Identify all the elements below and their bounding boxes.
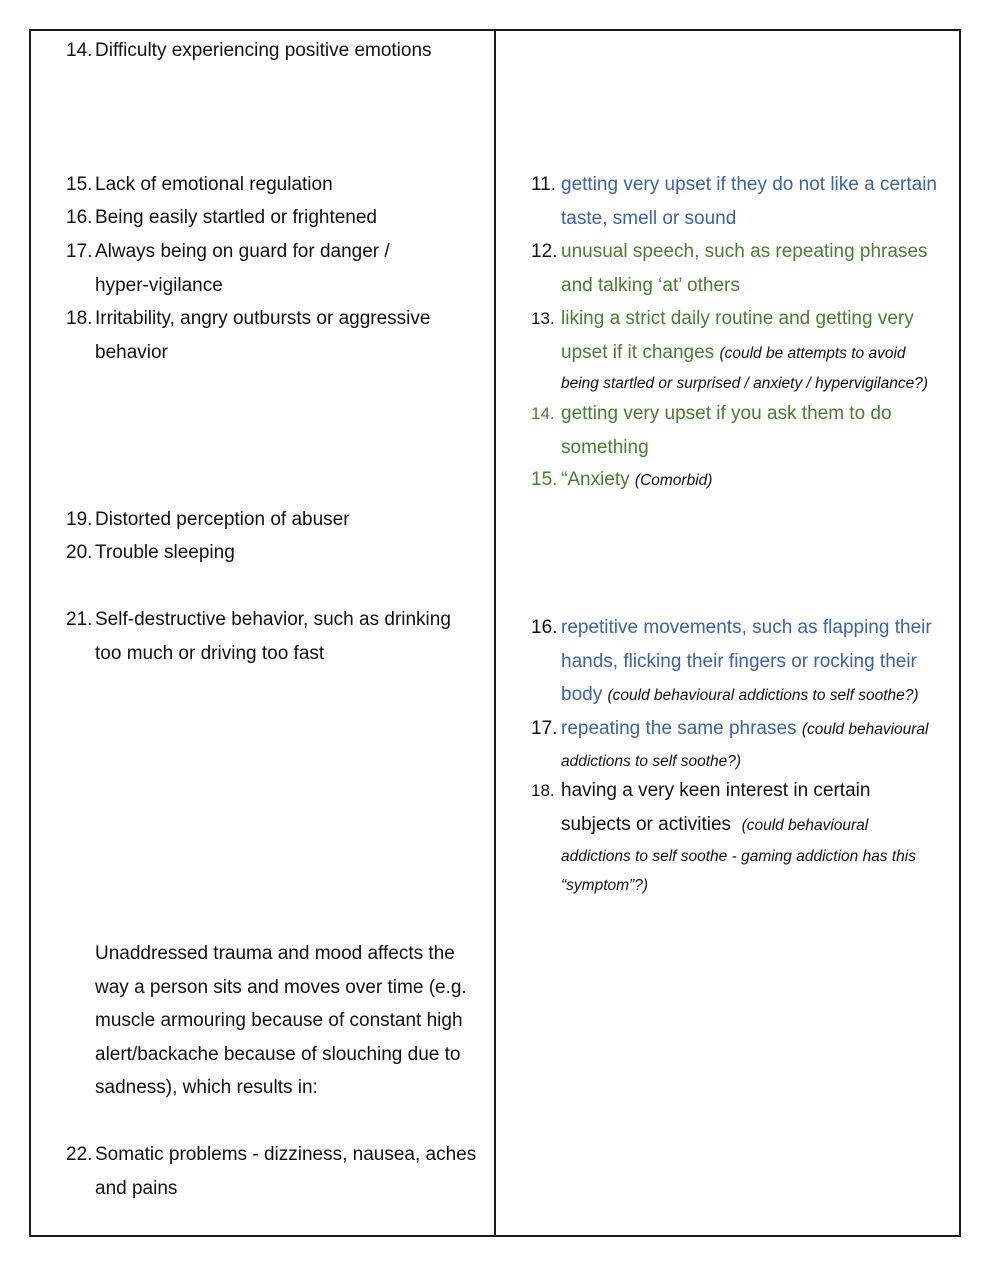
list-text-line: upset if it changes (561, 341, 715, 363)
list-number: 20. (66, 542, 93, 563)
list-number: 16. (531, 617, 558, 638)
list-number: 12. (531, 241, 558, 262)
list-text-line: repetitive movements, such as flapping their (561, 617, 932, 638)
list-text-line: hands, flicking their fingers or rocking their (561, 650, 917, 672)
list-text (95, 603, 495, 670)
paragraph-line: alert/backache because of slouching due to (95, 1043, 461, 1065)
italic-note: addictions to self soothe?) (561, 752, 742, 770)
list-text (561, 397, 961, 464)
list-number: 14. (531, 404, 555, 423)
list-text-line: subjects or activities (561, 813, 732, 835)
paragraph-line: sadness), which results in: (95, 1077, 318, 1098)
list-number: 17. (66, 241, 93, 262)
list-text (561, 235, 961, 302)
list-number: 17. (531, 718, 558, 739)
list-text (95, 1138, 495, 1205)
list-text-line: hyper-vigilance (95, 274, 223, 296)
italic-note: (could be attempts to avoid (719, 344, 906, 362)
paragraph-line: way a person sits and moves over time (e.g. (95, 976, 467, 998)
list-number: 22. (66, 1144, 93, 1165)
list-text-line: unusual speech, such as repeating phrases (561, 241, 928, 262)
italic-note: (could behavioural (741, 816, 869, 834)
list-text-line: and pains (95, 1177, 178, 1199)
list-text-line: too much or driving too fast (95, 642, 325, 664)
list-text-line: taste, smell or sound (561, 207, 737, 229)
list-number: 16. (66, 207, 93, 228)
list-number: 14. (66, 40, 93, 61)
list-text (561, 463, 961, 498)
list-text-line: liking a strict daily routine and getting very (561, 308, 914, 329)
list-text: Trouble sleeping (95, 542, 235, 563)
list-text (561, 611, 981, 713)
list-text (95, 235, 495, 302)
italic-note: (could behavioural (801, 721, 929, 738)
list-text: Being easily startled or frightened (95, 207, 377, 228)
list-number: 19. (66, 509, 93, 530)
list-text-line: Irritability, angry outbursts or aggressive (95, 308, 431, 329)
paragraph-line: muscle armouring because of constant high (95, 1010, 463, 1031)
list-text-line: and talking ‘at’ others (561, 274, 740, 296)
paragraph-line: Unaddressed trauma and mood affects the (95, 943, 455, 964)
list-number: 13. (531, 309, 555, 328)
list-text: Lack of emotional regulation (95, 174, 333, 195)
list-text: Difficulty experiencing positive emotions (95, 40, 432, 61)
list-text (95, 302, 495, 369)
list-text-line: Somatic problems - dizziness, nausea, aches (95, 1144, 477, 1165)
list-text (561, 774, 981, 899)
list-text (561, 712, 981, 777)
italic-note: addictions to self soothe - gaming addiction has this (561, 848, 916, 865)
list-text-line: Self-destructive behavior, such as drinking (95, 609, 451, 630)
list-text-line: something (561, 436, 649, 458)
list-text-line: getting very upset if they do not like a certain (561, 174, 937, 195)
italic-note: (could behavioural addictions to self soothe?) (607, 687, 919, 704)
list-text-line: having a very keen interest in certain (561, 780, 871, 801)
italic-note: (Comorbid) (634, 472, 713, 489)
list-text (561, 302, 981, 398)
trauma-paragraph (95, 937, 490, 1105)
italic-note: being startled or surprised / anxiety / hypervigilance?) (561, 375, 929, 392)
list-number: 15. (66, 174, 93, 195)
list-text (561, 168, 961, 235)
list-number: 15. (531, 469, 558, 490)
list-text-line: Always being on guard for danger / (95, 241, 390, 262)
list-text-line: “Anxiety (561, 469, 630, 490)
list-number: 18. (531, 781, 555, 800)
italic-note: “symptom”?) (561, 877, 648, 894)
list-text-line: behavior (95, 341, 168, 363)
list-number: 11. (531, 174, 557, 195)
list-text-line: repeating the same phrases (561, 718, 797, 739)
list-text-line: body (561, 684, 603, 705)
list-number: 18. (66, 308, 93, 329)
list-text-line: getting very upset if you ask them to do (561, 403, 892, 424)
list-text: Distorted perception of abuser (95, 509, 350, 530)
list-number: 21. (66, 609, 93, 630)
